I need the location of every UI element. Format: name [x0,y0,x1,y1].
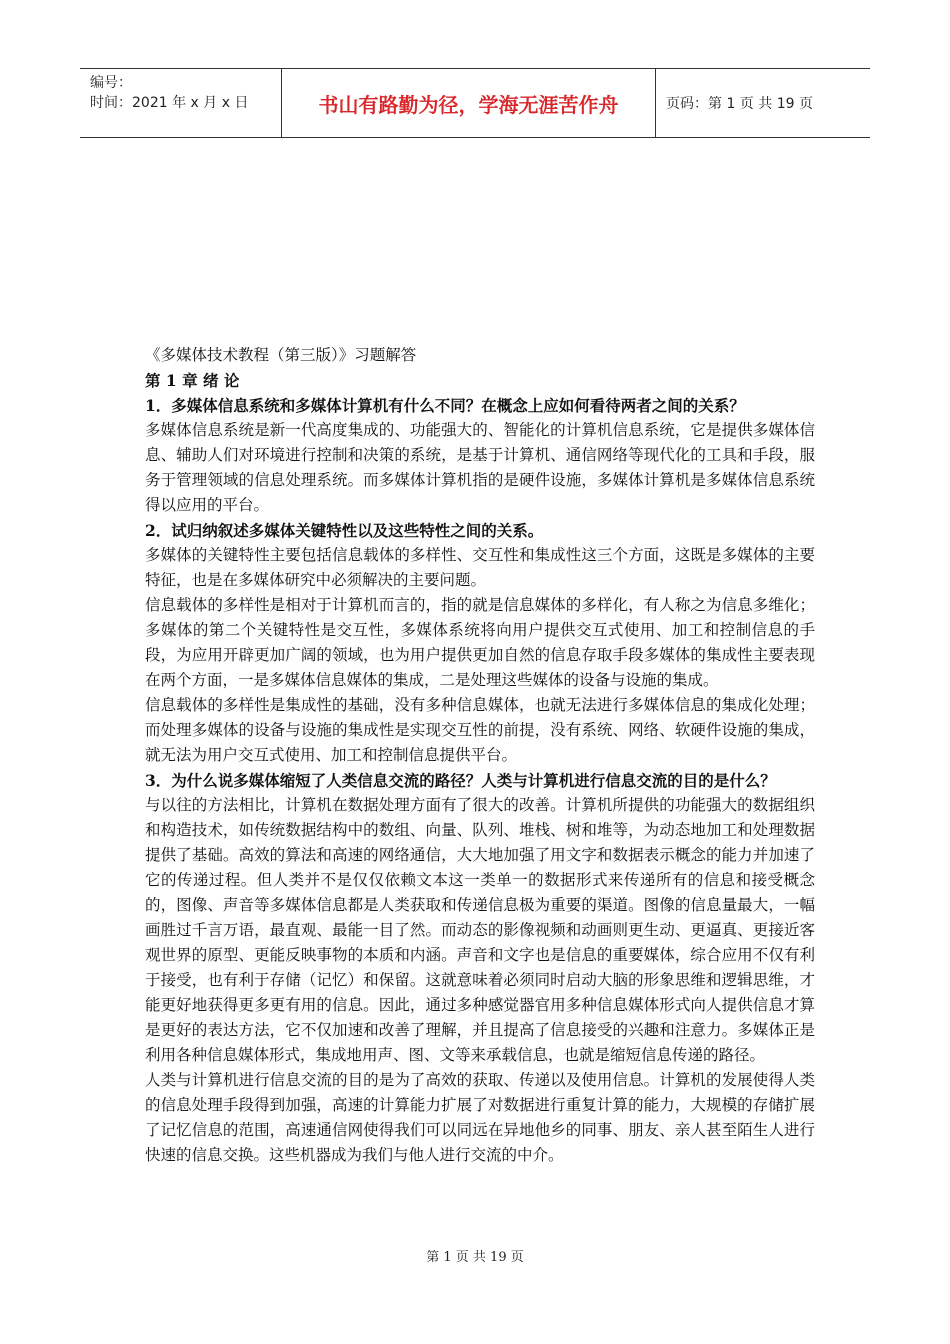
number-label: 编号： [90,75,132,91]
doc-title: 《多媒体技术教程（第三版）》习题解答 [145,346,417,364]
header-meta [80,69,282,137]
question-2: 2．试归纳叙述多媒体关键特性以及这些特性之间的关系。 [145,521,544,540]
header-page-label: 页码：第 1 页 共 19 页 [666,96,813,112]
answer-2-paragraph-2: 信息载体的多样性是相对于计算机而言的，指的就是信息媒体的多样化，有人称之为信息多维化；多媒体的第二个关键特性是交互性，多媒体系统将向用户提供交互式使用、加工和控制信息的手段，为应用开辟更加广阔的领域，也为用户提供更加自然的信息存取手段多媒体的集成性主要表现在两个方面，一是多媒体信息媒体的集成，二是处理这些媒体的设备与设施的集成。 [145,596,815,689]
question-3: 3．为什么说多媒体缩短了人类信息交流的路径？人类与计算机进行信息交流的目的是什么？ [145,771,776,790]
page-footer: 第 1 页 共 19 页 [426,1250,524,1265]
header-table [80,68,870,138]
answer-1-paragraph: 多媒体信息系统是新一代高度集成的、功能强大的、智能化的计算机信息系统，它是提供多媒体信息、辅助人们对环境进行控制和决策的系统，是基于计算机、通信网络等现代化的工具和手段，服务于管理领域的信息处理系统。而多媒体计算机指的是硬件设施，多媒体计算机是多媒体信息系统得以应用的平台。 [145,421,815,514]
answer-3-paragraph-2: 人类与计算机进行信息交流的目的是为了高效的获取、传递以及使用信息。计算机的发展使得人类的信息处理手段得到加强，高速的计算能力扩展了对数据进行重复计算的能力，大规模的存储扩展了记忆信息的范围，高速通信网使得我们可以同远在异地他乡的同事、朋友、亲人甚至陌生人进行快速的信息交换。这些机器成为我们与他人进行交流的中介。 [145,1071,815,1164]
date-label: 时间：2021 年 x 月 x 日 [90,95,249,111]
answer-2-paragraph-1: 多媒体的关键特性主要包括信息载体的多样性、交互性和集成性这三个方面，这既是多媒体的主要特征，也是在多媒体研究中必须解决的主要问题。 [145,546,815,589]
answer-3-paragraph-1: 与以往的方法相比，计算机在数据处理方面有了很大的改善。计算机所提供的功能强大的数据组织和构造技术，如传统数据结构中的数组、向量、队列、堆栈、树和堆等，为动态地加工和处理数据提供了基础。高效的算法和高速的网络通信，大大地加强了用文字和数据表示概念的能力并加速了它的传递过程。但人类并不是仅仅依赖文本这一类单一的数据形式来传递所有的信息和接受概念的，图像、声音等多媒体信息都是人类获取和传递信息极为重要的渠道。图像的信息量最大，一幅画胜过千言万语，最直观、最能一目了然。而动态的影像视频和动画则更生动、更逼真、更接近客观世界的原型、更能反映事物的本质和内涵。声音和文字也是信息的重要媒体，综合应用不仅有利于接受，也有利于存储（记忆）和保留。这就意味着必须同时启动大脑的形象思维和逻辑思维，才能更好地获得更多更有用的信息。因此，通过多种感觉器官用多种信息媒体形式向人提供信息才算是更好的表达方法，它不仅加速和改善了理解，并且提高了信息接受的兴趣和注意力。多媒体正是利用各种信息媒体形式，集成地用声、图、文等来承载信息，也就是缩短信息传递的路径。 [145,796,815,1064]
document-body [145,343,815,1168]
chapter-heading: 第 1 章 绪 论 [145,371,240,390]
header-motto: 书山有路勤为径，学海无涯苦作舟 [282,69,656,137]
question-1: 1．多媒体信息系统和多媒体计算机有什么不同？在概念上应如何看待两者之间的关系？ [145,396,745,415]
answer-2-paragraph-3: 信息载体的多样性是集成性的基础，没有多种信息媒体，也就无法进行多媒体信息的集成化处理；而处理多媒体的设备与设施的集成性是实现交互性的前提，没有系统、网络、软硬件设施的集成，就无法为用户交互式使用、加工和控制信息提供平台。 [145,696,815,764]
